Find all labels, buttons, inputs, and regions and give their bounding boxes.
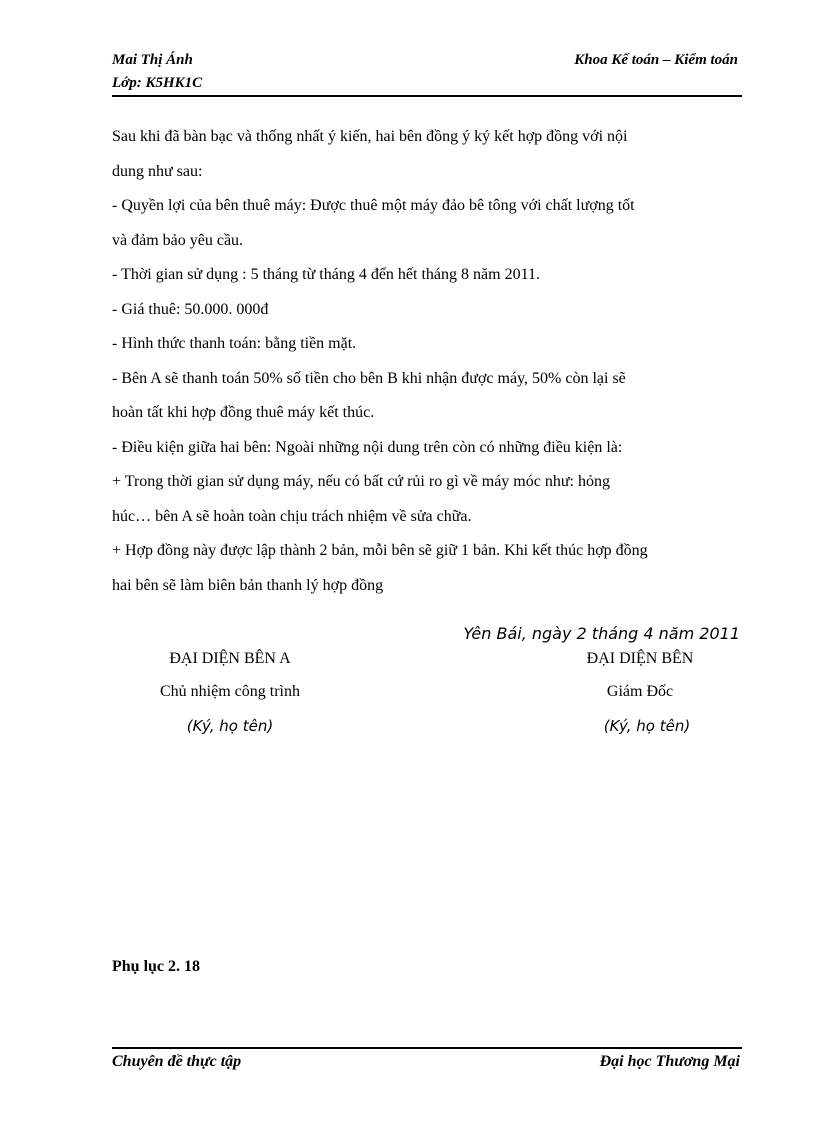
left-sign-role: Chủ nhiệm công trình: [160, 683, 300, 700]
header-author: Mai Thị Ánh: [112, 52, 193, 68]
right-sign-note: (Ký, họ tên): [603, 717, 691, 735]
place-date: Yên Bái, ngày 2 tháng 4 năm 2011: [463, 624, 740, 643]
left-sign-note: (Ký, họ tên): [186, 717, 274, 735]
header-class: Lớp: K5HK1C: [112, 75, 203, 91]
body-line: Sau khi đã bàn bạc và thống nhất ý kiến, hai bên đồng ý ký kết hợp đồng với nội: [112, 128, 628, 145]
appendix-label: Phụ lục 2. 18: [112, 958, 201, 975]
body-line: - Giá thuê: 50.000. 000đ: [112, 300, 269, 318]
body-line: dung như sau:: [112, 162, 203, 180]
footer-left: Chuyên đề thực tập: [112, 1053, 242, 1070]
right-sign-role: Giám Đốc: [606, 683, 674, 700]
body-line: húc… bên A sẽ hoàn toàn chịu trách nhiệm về sửa chữa.: [112, 507, 472, 525]
body-line: hoàn tất khi hợp đồng thuê máy kết thúc.: [112, 404, 375, 421]
body-line: - Điều kiện giữa hai bên: Ngoài những nội dung trên còn có những điều kiện là:: [112, 438, 623, 456]
contract-terms: [112, 120, 742, 603]
body-line: + Hợp đồng này được lập thành 2 bản, mỗi bên sẽ giữ 1 bản. Khi kết thúc hợp đồng: [112, 542, 648, 559]
body-line: hai bên sẽ làm biên bản thanh lý hợp đồng: [112, 576, 384, 594]
footer-right: Đại học Thương Mại: [599, 1053, 740, 1070]
left-sign-title: ĐẠI DIỆN BÊN A: [169, 650, 291, 667]
right-sign-title: ĐẠI DIỆN BÊN: [586, 650, 694, 667]
body-line: - Thời gian sử dụng : 5 tháng từ tháng 4 đến hết tháng 8 năm 2011.: [112, 266, 540, 283]
body-line: - Bên A sẽ thanh toán 50% số tiền cho bên B khi nhận được máy, 50% còn lại sẽ: [112, 369, 626, 387]
body-line: + Trong thời gian sử dụng máy, nếu có bất cứ rủi ro gì về máy móc như: hỏng: [112, 473, 610, 490]
header-rule: [112, 95, 742, 97]
body-line: và đảm bảo yêu cầu.: [112, 231, 244, 249]
footer-rule: [112, 1047, 742, 1049]
body-line: - Hình thức thanh toán: bằng tiền mặt.: [112, 335, 357, 352]
header-department: Khoa Kế toán – Kiểm toán: [574, 52, 738, 68]
body-line: - Quyền lợi của bên thuê máy: Được thuê một máy đảo bê tông với chất lượng tốt: [112, 197, 635, 214]
